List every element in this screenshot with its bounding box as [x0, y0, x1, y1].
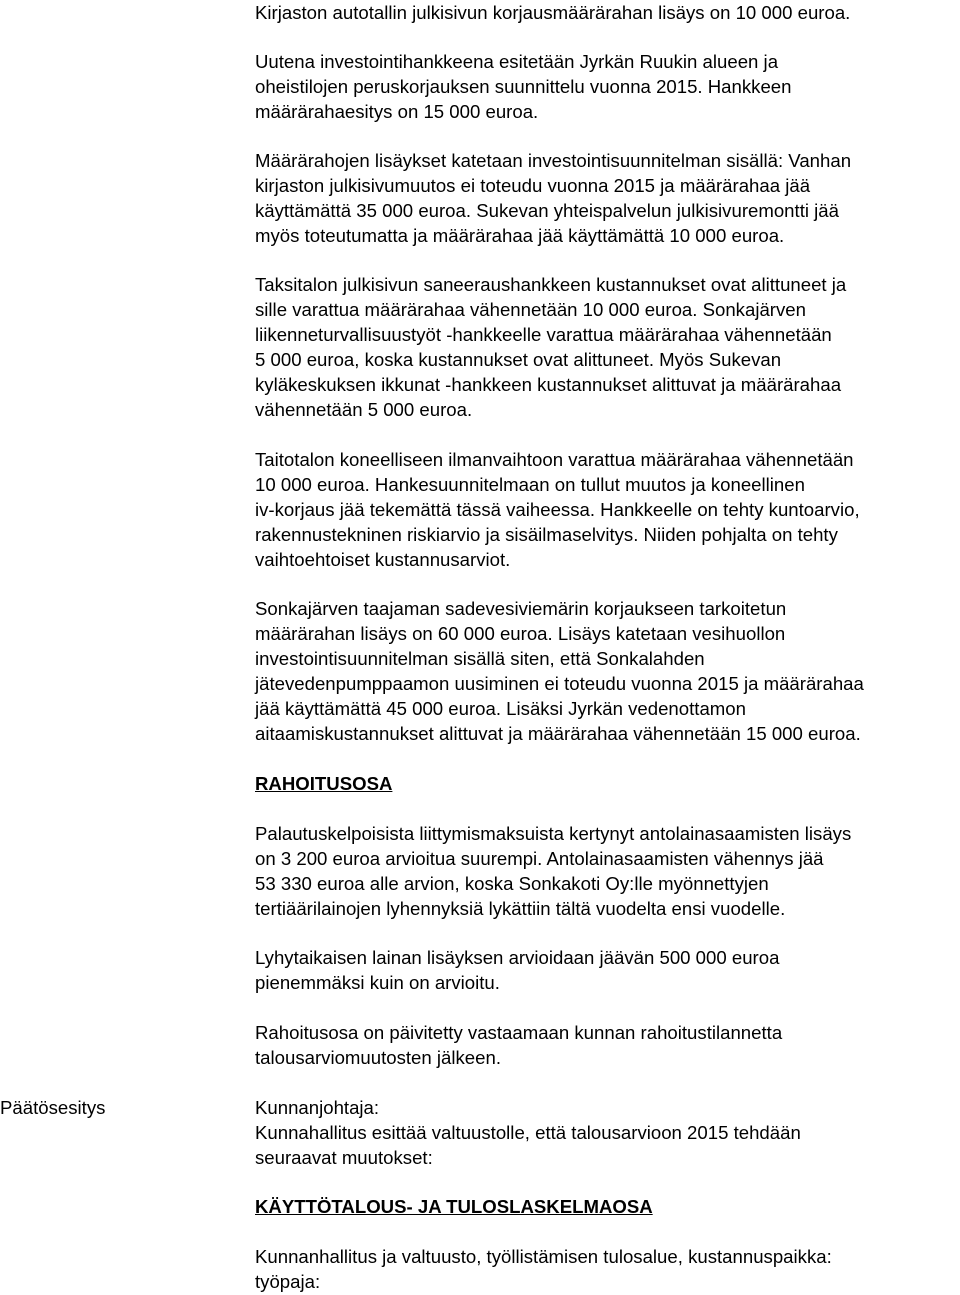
side-label-paatosesitys: Päätösesitys — [0, 1097, 106, 1118]
text-line: vähennetään 5 000 euroa. — [255, 399, 473, 420]
text-line: myös toteutumatta ja määrärahaa jää käyttämättä 10 000 euroa. — [255, 225, 785, 246]
text-line: pienemmäksi kuin on arvioitu. — [255, 972, 500, 993]
heading-kayttotalous: KÄYTTÖTALOUS- JA TULOSLASKELMAOSA — [255, 1196, 653, 1217]
text-line: kirjaston julkisivumuutos ei toteudu vuonna 2015 ja määrärahaa jää — [255, 175, 811, 196]
text-line: liikenneturvallisuustyöt -hankkeelle varattua määrärahaa vähennetään — [255, 324, 832, 345]
text-line: Uutena investointihankkeena esitetään Jyrkän Ruukin alueen ja — [255, 51, 779, 72]
text-line: 10 000 euroa. Hankesuunnitelmaan on tullut muutos ja koneellinen — [255, 474, 805, 495]
text-line: 53 330 euroa alle arvion, koska Sonkakoti Oy:lle myönnettyjen — [255, 873, 769, 894]
text-line: Taitotalon koneelliseen ilmanvaihtoon varattua määrärahaa vähennetään — [255, 449, 854, 470]
paragraph-financing-updated — [255, 1020, 960, 1070]
proposal-paragraph — [255, 1095, 960, 1170]
text-line: kyläkeskuksen ikkunat -hankkeen kustannukset alittuvat ja määrärahaa — [255, 374, 842, 395]
text-line: seuraavat muutokset: — [255, 1147, 433, 1168]
text-line: käyttämättä 35 000 euroa. Sukevan yhteispalvelun julkisivuremontti jää — [255, 200, 839, 221]
paragraph-library-garage — [255, 0, 960, 25]
text-line: talousarviomuutosten jälkeen. — [255, 1047, 501, 1068]
text-line: Kunnanjohtaja: — [255, 1097, 380, 1118]
text-line: vaihtoehtoiset kustannusarviot. — [255, 549, 511, 570]
text-line: rakennustekninen riskiarvio ja sisäilmaselvitys. Niiden pohjalta on tehty — [255, 524, 838, 545]
text-line: Kunnanhallitus ja valtuusto, työllistämisen tulosalue, kustannuspaikka: — [255, 1246, 832, 1267]
text-line: Taksitalon julkisivun saneeraushankkeen kustannukset ovat alittuneet ja — [255, 274, 847, 295]
paragraph-final — [255, 1244, 960, 1294]
text-line: työpaja: — [255, 1271, 321, 1292]
text-line: jää käyttämättä 45 000 euroa. Lisäksi Jyrkän vedenottamon — [255, 698, 746, 719]
text-line: investointisuunnitelman sisällä siten, että Sonkalahden — [255, 648, 705, 669]
paragraph-taitotalo — [255, 447, 960, 572]
section-heading-kayttotalous — [255, 1194, 960, 1219]
paragraph-taksitalo — [255, 272, 960, 422]
paragraph-sonkajarvi-sewer — [255, 596, 960, 746]
text-line: Sonkajärven taajaman sadevesiviemärin korjaukseen tarkoitetun — [255, 598, 787, 619]
text-line: aitaamiskustannukset alittuvat ja määrärahaa vähennetään 15 000 euroa. — [255, 723, 861, 744]
text-line: määrärahaesitys on 15 000 euroa. — [255, 101, 539, 122]
text-line: Kirjaston autotallin julkisivun korjausmäärärahan lisäys on 10 000 euroa. — [255, 2, 851, 23]
text-line: Määrärahojen lisäykset katetaan investointisuunnitelman sisällä: Vanhan — [255, 150, 852, 171]
text-line: Rahoitusosa on päivitetty vastaamaan kunnan rahoitustilannetta — [255, 1022, 783, 1043]
paragraph-appropriation-increases — [255, 148, 960, 248]
text-line: 5 000 euroa, koska kustannukset ovat alittuneet. Myös Sukevan — [255, 349, 782, 370]
text-line: jätevedenpumppaamon uusiminen ei toteudu vuonna 2015 ja määrärahaa — [255, 673, 864, 694]
text-line: määrärahan lisäys on 60 000 euroa. Lisäys katetaan vesihuollon — [255, 623, 786, 644]
text-line: Lyhytaikaisen lainan lisäyksen arvioidaan jäävän 500 000 euroa — [255, 947, 780, 968]
paragraph-jyrkka-ruukki — [255, 49, 960, 124]
text-line: Kunnahallitus esittää valtuustolle, että talousarvioon 2015 tehdään — [255, 1122, 801, 1143]
paragraph-short-term-loan — [255, 945, 960, 995]
text-line: tertiäärilainojen lyhennyksiä lykättiin tältä vuodelta ensi vuodelle. — [255, 898, 786, 919]
text-line: iv-korjaus jää tekemättä tässä vaiheessa. Hankkeelle on tehty kuntoarvio, — [255, 499, 860, 520]
text-line: on 3 200 euroa arvioitua suurempi. Antolainasaamisten vähennys jää — [255, 848, 824, 869]
text-line: sille varattua määrärahaa vähennetään 10 000 euroa. Sonkajärven — [255, 299, 806, 320]
text-line: Palautuskelpoisista liittymismaksuista kertynyt antolainasaamisten lisäys — [255, 823, 852, 844]
paragraph-loan-receivables — [255, 821, 960, 921]
heading-rahoitusosa: RAHOITUSOSA — [255, 773, 393, 794]
section-heading-rahoitusosa — [255, 771, 960, 796]
text-line: oheistilojen peruskorjauksen suunnittelu vuonna 2015. Hankkeen — [255, 76, 792, 97]
